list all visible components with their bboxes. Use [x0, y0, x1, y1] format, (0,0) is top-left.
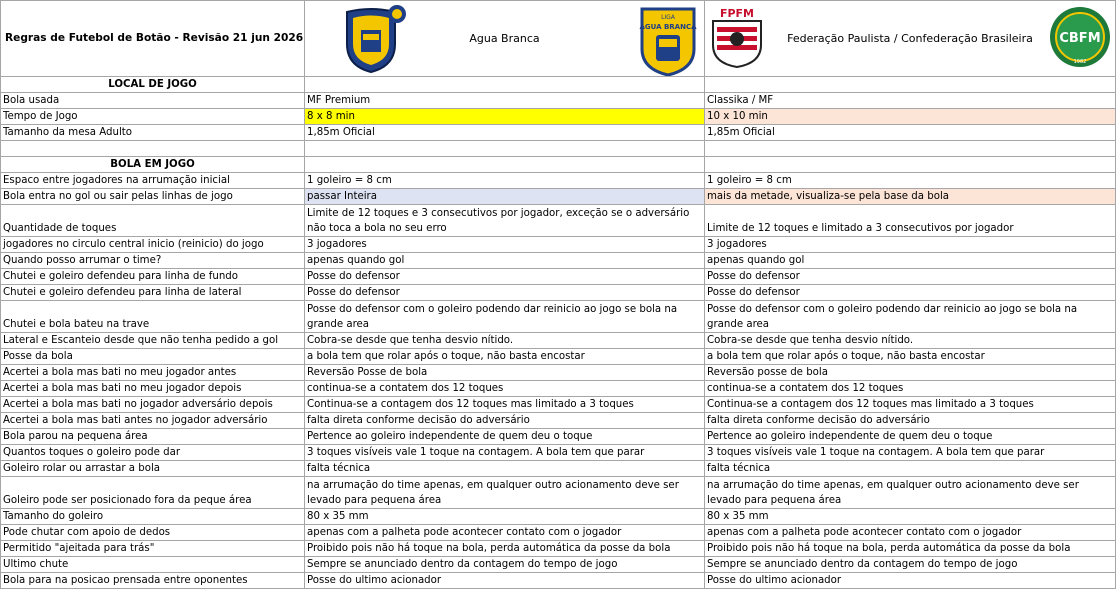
rule-label[interactable]: Tamanho do goleiro — [1, 509, 305, 525]
agua-value[interactable]: Posse do defensor — [305, 285, 705, 301]
table-row — [1, 413, 1116, 429]
liga-label: LIGA — [661, 14, 675, 21]
rule-label[interactable]: Chutei e goleiro defendeu para linha de lateral — [1, 285, 305, 301]
fed-value[interactable]: Sempre se anunciado dentro da contagem do tempo de jogo — [705, 557, 1116, 573]
rule-label[interactable]: Acertei a bola mas bati no meu jogador antes — [1, 365, 305, 381]
fed-value[interactable]: Posse do ultimo acionador — [705, 573, 1116, 589]
fed-value[interactable]: 3 toques visíveis vale 1 toque na contagem. A bola tem que parar — [705, 445, 1116, 461]
fed-value[interactable]: Reversão posse de bola — [705, 365, 1116, 381]
empty-cell[interactable] — [305, 77, 705, 93]
federacao-column-title: Federação Paulista / Confederação Brasileira — [787, 32, 1033, 45]
agua-value[interactable]: Sempre se anunciado dentro da contagem do tempo de jogo — [305, 557, 705, 573]
section-title-local[interactable]: LOCAL DE JOGO — [1, 77, 305, 93]
agua-value[interactable]: 3 toques visíveis vale 1 toque na contagem. A bola tem que parar — [305, 445, 705, 461]
fed-value[interactable]: Cobra-se desde que tenha desvio nítido. — [705, 333, 1116, 349]
table-row — [1, 445, 1116, 461]
table-row — [1, 173, 1116, 189]
fed-value[interactable]: Classika / MF — [705, 93, 1116, 109]
agua-branca-header[interactable] — [305, 1, 705, 77]
fed-value[interactable]: Limite de 12 toques e limitado a 3 consecutivos por jogador — [705, 205, 1116, 237]
rule-label[interactable]: Pode chutar com apoio de dedos — [1, 525, 305, 541]
fpfm-logo — [709, 5, 765, 69]
table-row — [1, 189, 1116, 205]
fed-value[interactable]: Proibido pois não há toque na bola, perda automática da posse da bola — [705, 541, 1116, 557]
table-row — [1, 477, 1116, 509]
rule-label[interactable]: Quando posso arrumar o time? — [1, 253, 305, 269]
fed-value[interactable]: Continua-se a contagem dos 12 toques mas limitado a 3 toques — [705, 397, 1116, 413]
rule-label[interactable]: Tamanho da mesa Adulto — [1, 125, 305, 141]
table-row — [1, 349, 1116, 365]
agua-branca-label: ÁGUA BRANCA — [639, 23, 697, 31]
cbfm-label: CBFM — [1059, 31, 1101, 46]
section-local-de-jogo — [1, 77, 1116, 93]
table-row — [1, 205, 1116, 237]
agua-value[interactable]: Continua-se a contagem dos 12 toques mas limitado a 3 toques — [305, 397, 705, 413]
agua-value[interactable]: 1,85m Oficial — [305, 125, 705, 141]
rule-label[interactable]: Goleiro pode ser posicionado fora da peque área — [1, 477, 305, 509]
table-row — [1, 285, 1116, 301]
agua-value[interactable]: 8 x 8 min — [305, 109, 705, 125]
rule-label[interactable]: Bola para na posicao prensada entre oponentes — [1, 573, 305, 589]
agua-value[interactable]: Reversão Posse de bola — [305, 365, 705, 381]
fed-value[interactable]: na arrumação do time apenas, em qualquer outro acionamento deve ser levado para pequena área — [705, 477, 1116, 509]
fed-value[interactable]: falta direta conforme decisão do adversário — [705, 413, 1116, 429]
fed-value[interactable]: a bola tem que rolar após o toque, não basta encostar — [705, 349, 1116, 365]
agua-value[interactable]: Posse do ultimo acionador — [305, 573, 705, 589]
section-bola-em-jogo — [1, 157, 1116, 173]
agua-value[interactable]: Pertence ao goleiro independente de quem deu o toque — [305, 429, 705, 445]
fed-value[interactable]: Pertence ao goleiro independente de quem deu o toque — [705, 429, 1116, 445]
agua-value[interactable]: 3 jogadores — [305, 237, 705, 253]
fed-value[interactable]: Posse do defensor — [705, 285, 1116, 301]
rule-label[interactable]: Tempo de Jogo — [1, 109, 305, 125]
rule-label[interactable]: Acertei a bola mas bati no jogador adversário depois — [1, 397, 305, 413]
fed-value[interactable]: 10 x 10 min — [705, 109, 1116, 125]
table-row — [1, 509, 1116, 525]
rule-label[interactable]: Bola parou na pequena área — [1, 429, 305, 445]
rule-label[interactable]: Permitido "ajeitada para trás" — [1, 541, 305, 557]
cbfm-logo — [1049, 4, 1111, 70]
table-row — [1, 365, 1116, 381]
rule-label[interactable]: Espaco entre jogadores na arrumação inicial — [1, 173, 305, 189]
fed-value[interactable]: falta técnica — [705, 461, 1116, 477]
fed-value[interactable]: 1 goleiro = 8 cm — [705, 173, 1116, 189]
agua-value[interactable]: passar Inteira — [305, 189, 705, 205]
agua-value[interactable]: Posse do defensor com o goleiro podendo dar reinicio ao jogo se bola na grande area — [305, 301, 705, 333]
table-row — [1, 93, 1116, 109]
table-row — [1, 253, 1116, 269]
table-row — [1, 429, 1116, 445]
section-title-bola[interactable]: BOLA EM JOGO — [1, 157, 305, 173]
rule-label[interactable]: Quantos toques o goleiro pode dar — [1, 445, 305, 461]
rule-label[interactable]: Chutei e bola bateu na trave — [1, 301, 305, 333]
agua-value[interactable]: a bola tem que rolar após o toque, não basta encostar — [305, 349, 705, 365]
empty-cell[interactable] — [705, 141, 1116, 157]
table-row — [1, 381, 1116, 397]
table-row — [1, 269, 1116, 285]
empty-cell[interactable] — [705, 157, 1116, 173]
table-row — [1, 525, 1116, 541]
agua-value[interactable]: falta técnica — [305, 461, 705, 477]
blank-row — [1, 141, 1116, 157]
agua-value[interactable]: 1 goleiro = 8 cm — [305, 173, 705, 189]
table-row — [1, 301, 1116, 333]
team-crest-logo — [341, 4, 417, 74]
table-row — [1, 397, 1116, 413]
fed-value[interactable]: apenas com a palheta pode acontecer contato com o jogador — [705, 525, 1116, 541]
fed-value[interactable]: Posse do defensor — [705, 269, 1116, 285]
agua-value[interactable]: falta direta conforme decisão do adversário — [305, 413, 705, 429]
table-row — [1, 237, 1116, 253]
rule-label[interactable]: Ultimo chute — [1, 557, 305, 573]
fed-value[interactable]: Posse do defensor com o goleiro podendo dar reinicio ao jogo se bola na grande area — [705, 301, 1116, 333]
rule-label[interactable]: Acertei a bola mas bati antes no jogador adversário — [1, 413, 305, 429]
empty-cell[interactable] — [305, 141, 705, 157]
agua-value[interactable]: Limite de 12 toques e 3 consecutivos por jogador, exceção se o adversário não toca a bola no seu erro — [305, 205, 705, 237]
table-row — [1, 109, 1116, 125]
agua-value[interactable]: na arrumação do time apenas, em qualquer outro acionamento deve ser levado para pequena área — [305, 477, 705, 509]
sheet-title[interactable]: Regras de Futebol de Botão - Revisão 21 jun 2026 — [1, 1, 305, 77]
rule-label[interactable]: Chutei e goleiro defendeu para linha de fundo — [1, 269, 305, 285]
liga-agua-branca-logo — [638, 5, 698, 77]
agua-value[interactable]: apenas com a palheta pode acontecer contato com o jogador — [305, 525, 705, 541]
header-row — [1, 1, 1116, 77]
agua-value[interactable]: Cobra-se desde que tenha desvio nítido. — [305, 333, 705, 349]
rule-label[interactable]: Acertei a bola mas bati no meu jogador depois — [1, 381, 305, 397]
rule-label[interactable]: Bola entra no gol ou sair pelas linhas de jogo — [1, 189, 305, 205]
agua-value[interactable]: MF Premium — [305, 93, 705, 109]
fed-value[interactable]: 3 jogadores — [705, 237, 1116, 253]
table-row — [1, 541, 1116, 557]
rule-label[interactable]: jogadores no circulo central inicio (reinicio) do jogo — [1, 237, 305, 253]
empty-cell[interactable] — [705, 77, 1116, 93]
table-row — [1, 125, 1116, 141]
table-row — [1, 333, 1116, 349]
agua-value[interactable]: Proibido pois não há toque na bola, perda automática da posse da bola — [305, 541, 705, 557]
table-row — [1, 557, 1116, 573]
empty-cell[interactable] — [1, 141, 305, 157]
fed-value[interactable]: apenas quando gol — [705, 253, 1116, 269]
cbfm-year: 1982 — [1073, 59, 1087, 65]
empty-cell[interactable] — [305, 157, 705, 173]
agua-value[interactable]: continua-se a contatem dos 12 toques — [305, 381, 705, 397]
fed-value[interactable]: 80 x 35 mm — [705, 509, 1116, 525]
rule-label[interactable]: Posse da bola — [1, 349, 305, 365]
rule-label[interactable]: Quantidade de toques — [1, 205, 305, 237]
rule-label[interactable]: Lateral e Escanteio desde que não tenha pedido a gol — [1, 333, 305, 349]
agua-branca-column-title: Agua Branca — [469, 32, 540, 45]
agua-value[interactable]: Posse do defensor — [305, 269, 705, 285]
fed-value[interactable]: 1,85m Oficial — [705, 125, 1116, 141]
rule-label[interactable]: Bola usada — [1, 93, 305, 109]
agua-value[interactable]: 80 x 35 mm — [305, 509, 705, 525]
table-row — [1, 573, 1116, 589]
fed-value[interactable]: mais da metade, visualiza-se pela base da bola — [705, 189, 1116, 205]
federacao-header[interactable] — [705, 1, 1116, 77]
fpfm-label: FPFM — [719, 7, 755, 20]
agua-value[interactable]: apenas quando gol — [305, 253, 705, 269]
rule-label[interactable]: Goleiro rolar ou arrastar a bola — [1, 461, 305, 477]
table-row — [1, 461, 1116, 477]
fed-value[interactable]: continua-se a contatem dos 12 toques — [705, 381, 1116, 397]
